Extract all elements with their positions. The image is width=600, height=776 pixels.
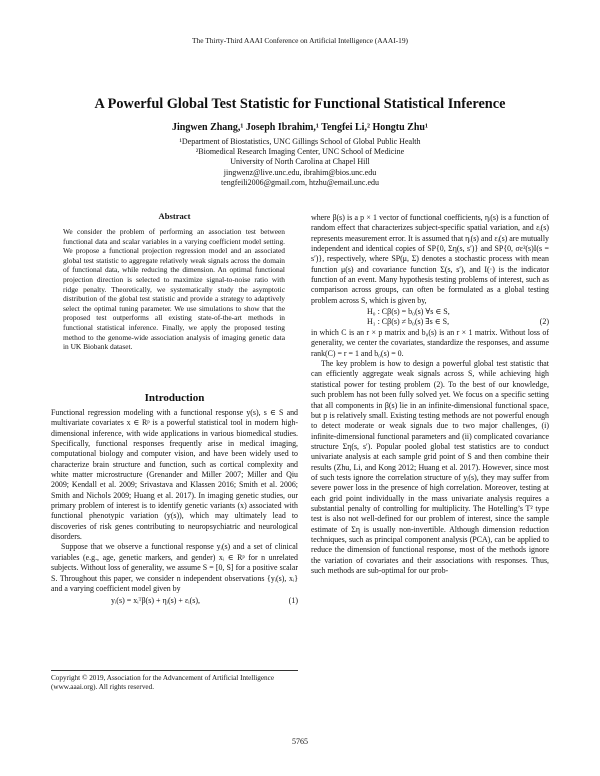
right-paragraph-1: where β(s) is a p × 1 vector of functional coefficients, ηᵢ(s) is a function of random effect that characterizes subject-specific spatial variation, and εᵢ(s) represents measurement error. It is assumed that ηᵢ(s) and εᵢ(s) are mutually independent and identical copies of SP{0, Ση(s, s′)} and SP{0, σε²(s)I(s = s′)}, respectively, where SP(μ, Σ) denotes a stochastic process with mean function μ(s) and covariance function Σ(s, s′), and I(·) is the indicator function of an event. Many hypothesis testing problems of interest, such as comparison across groups, can often be formulated as a global testing problem across S, which is given by, — [311, 213, 549, 305]
affiliation-line: University of North Carolina at Chapel Hill — [230, 157, 370, 167]
intro-paragraph-1: Functional regression modeling with a functional response y(s), s ∈ S and multivariate covariates x ∈ Rᵖ is a powerful statistical tool in modern high-dimensional inference, with wide applications in various biomedical studies. Specifically, functional responses frequently arise in medical imaging, computational biology and computer vision, and have been widely used to characterize brain structure and function, such as cortical complexity and white matter microstructure (Grenander and Miller 2007; Miller and Qiu 2009; Kendall et al. 2009; Srivastava and Klassen 2016; Smith et al. 2006; Smith and Nichols 2009; Huang et al. 2017). In imaging genetic studies, our primary problem of interest is to identify genetic variants (x) associated with functional phenotypic variation (y(s)), which may ultimately lead to discoveries of risk genes contributing to neuropsychiatric and neurological disorders. — [51, 408, 298, 542]
abstract-heading: Abstract — [158, 211, 191, 221]
right-column-body — [311, 213, 549, 576]
equation-2-number: (2) — [539, 317, 549, 327]
introduction-heading: Introduction — [144, 392, 205, 404]
equation-2 — [311, 306, 549, 328]
affiliation-line: ¹Department of Biostatistics, UNC Gillings School of Global Public Health — [179, 137, 421, 146]
affiliation-line: jingwenz@live.unc.edu, ibrahim@bios.unc.edu — [223, 167, 377, 177]
left-column-body — [51, 408, 298, 608]
affiliation-line: ²Biomedical Research Imaging Center, UNC School of Medicine — [195, 147, 405, 157]
right-paragraph-3: The key problem is how to design a powerful global test statistic that can efficiently aggregate weak signals across S, while achieving high statistical power for testing problem (2). To the best of our knowledge, such problem has not been fully solved yet. We focus on a specific setting that all components in β(s) lie in an infinite-dimensional functional space, but p is relatively small. Existing testing methods are not powerful enough to detect moderate or weak signals due to two major challenges, (i) infinite-dimensional functional parameters and (ii) complicated covariance structure Ση(s, s′). Popular pooled global test statistics are to conduct univariate analysis at each sample grid point of S and then combine their results (Zhu, Li, and Kong 2012; Huang et al. 2017). However, since most of such tests ignore the correlation structure of yᵢ(s), they may suffer from severe power loss in the presence of high correlation. Moreover, testing at each grid point individually in the mass univariate analysis requires a substantial penalty of controlling for multiplicity. The Hotelling’s T² type test is also not well-defined for our problem of interest, since the sample estimate of Ση is usually non-invertible. Although dimension reduction techniques, such as principal component analysis (PCA), can be applied to reduce the dimension of functional response, most of the methods ignore the variation of covariates and their associations with responses. Thus, such methods are sub-optimal for our prob- — [311, 359, 549, 575]
copyright-footnote: Copyright © 2019, Association for the Advancement of Artificial Intelligence (www.aaai.org). All rights reserved. — [51, 670, 298, 692]
intro-paragraph-2: Suppose that we observe a functional response yᵢ(s) and a set of clinical variables (e.g., age, genetic markers, and gender) xᵢ ∈ Rᵖ for n unrelated subjects. Without loss of generality, we assume S = [0, S] for a positive scalar S. Throughout this paper, we consider n independent observations {yᵢ(s), xᵢ} and a varying coefficient model given by — [51, 542, 298, 593]
equation-1-number: (1) — [288, 596, 298, 606]
paper-title: A Powerful Global Test Statistic for Functional Statistical Inference — [94, 96, 506, 112]
page-number: 5765 — [292, 737, 308, 746]
author-list: Jingwen Zhang,¹ Joseph Ibrahim,¹ Tengfei Li,² Hongtu Zhu¹ — [172, 122, 428, 133]
equation-1 — [51, 594, 298, 608]
hypothesis-alt: H₁ : Cβ(s) ≠ b₀(s) ∃s ∈ S, — [367, 317, 450, 327]
affiliation-line: tengfeili2006@gmail.com, htzhu@email.unc.edu — [220, 177, 380, 187]
right-paragraph-2: in which C is an r × p matrix and b₀(s) is an r × 1 matrix. Without loss of generality, we center the covariates, standardize the responses, and assume rank(C) = r = 1 and b₀(s) = 0. — [311, 328, 549, 358]
equation-1-body: yᵢ(s) = xᵢᵀβ(s) + ηᵢ(s) + εᵢ(s), — [111, 596, 201, 606]
affiliations — [30, 137, 570, 188]
abstract-text: We consider the problem of performing an association test between functional data and scalar variables in a varying coefficient model setting. We propose a functional projection regression model and an associated global test statistic to aggregate relatively weak signals across the domain of functional data, while reducing the dimension. An optimal functional projection direction is selected to maximize signal-to-noise ratio with ridge penalty. Theoretically, we systematically study the asymptotic distribution of the global test statistic and provide a strategy to adaptively select the optimal tuning parameter. We use simulations to show that the proposed test outperforms all existing state-of-the-art methods in functional statistical inference. Finally, we apply the proposed testing method to the genome-wide association analysis of imaging genetic data in UK Biobank dataset. — [63, 227, 285, 352]
conference-header: The Thirty-Third AAAI Conference on Artificial Intelligence (AAAI-19) — [192, 36, 408, 45]
hypothesis-null: H₀ : Cβ(s) = b₀(s) ∀s ∈ S, — [367, 307, 450, 317]
